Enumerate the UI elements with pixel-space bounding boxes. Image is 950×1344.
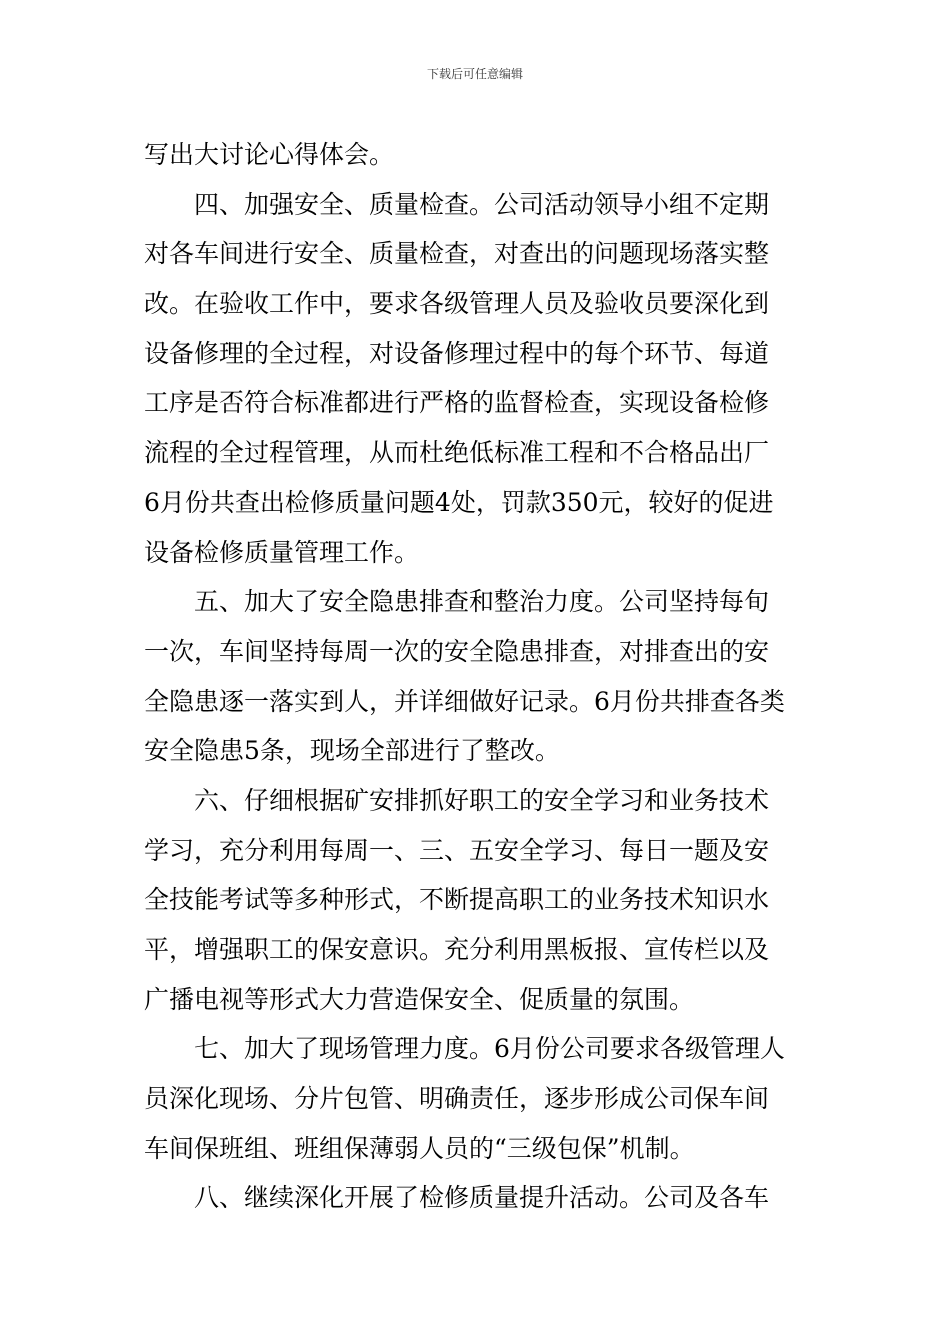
text-line: 全技能考试等多种形式，不断提高职工的业务技术知识水 [144, 885, 770, 915]
text-line: 对各车间进行安全、质量检查，对查出的问题现场落实整 [144, 239, 770, 269]
body-text [144, 130, 810, 1223]
text-line: 设备修理的全过程，对设备修理过程中的每个环节、每道 [144, 338, 770, 368]
text-line: 广播电视等形式大力营造保安全、促质量的氛围。 [144, 984, 695, 1014]
text-line: 八、继续深化开展了检修质量提升活动。公司及各车 [194, 1183, 770, 1213]
text-line: 流程的全过程管理，从而杜绝低标准工程和不合格品出厂 [144, 438, 770, 468]
text-line: 员深化现场、分片包管、明确责任，逐步形成公司保车间 [144, 1084, 770, 1114]
text-line: 全隐患逐一落实到人，并详细做好记录。6月份共排查各类 [144, 686, 785, 716]
text-line: 车间保班组、班组保薄弱人员的“三级包保”机制。 [144, 1133, 695, 1163]
text-line: 改。在验收工作中，要求各级管理人员及验收员要深化到 [144, 289, 770, 319]
text-line: 五、加大了安全隐患排查和整治力度。公司坚持每旬 [194, 587, 770, 617]
text-line: 安全隐患5条，现场全部进行了整改。 [144, 736, 560, 766]
text-line: 写出大讨论心得体会。 [144, 140, 395, 169]
text-line: 设备检修质量管理工作。 [144, 537, 420, 567]
text-line: 四、加强安全、质量检查。公司活动领导小组不定期 [194, 189, 770, 219]
text-line: 平，增强职工的保安意识。充分利用黑板报、宣传栏以及 [144, 935, 770, 964]
text-line: 六、仔细根据矿安排抓好职工的安全学习和业务技术 [194, 785, 770, 815]
page-header: 下载后可任意编辑 [426, 67, 523, 81]
text-line: 七、加大了现场管理力度。6月份公司要求各级管理人 [194, 1034, 785, 1064]
text-line: 6月份共查出检修质量问题4处，罚款350元，较好的促进 [144, 487, 774, 517]
text-line: 工序是否符合标准都进行严格的监督检查，实现设备检修 [144, 388, 770, 418]
text-line: 学习，充分利用每周一、三、五安全学习、每日一题及安 [144, 835, 770, 865]
text-line: 一次，车间坚持每周一次的安全隐患排查，对排查出的安 [144, 636, 770, 666]
